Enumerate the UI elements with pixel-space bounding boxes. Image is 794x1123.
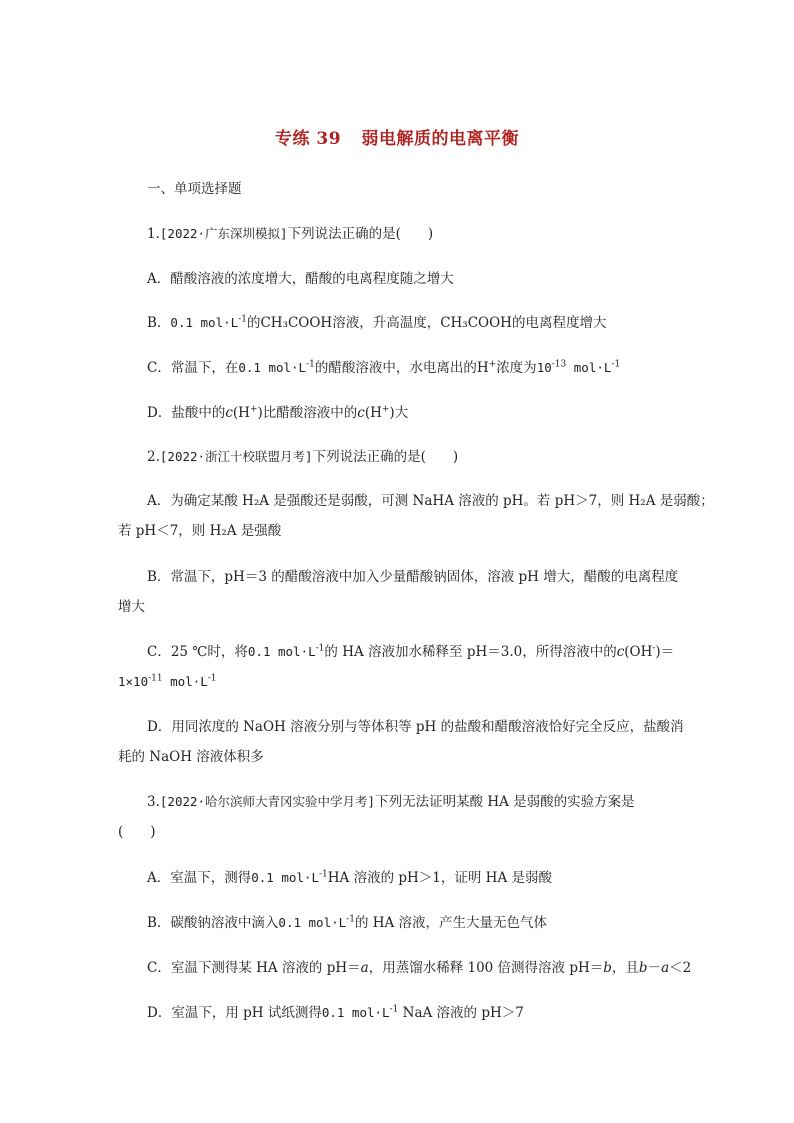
superscript: -1 xyxy=(306,359,315,370)
superscript: + xyxy=(381,404,390,415)
title-number: 39 xyxy=(316,129,342,149)
superscript: -1 xyxy=(238,314,247,325)
text-fragment: B．碳酸钠溶液中滴入 xyxy=(147,915,279,931)
text-fragment: NaA 溶液的 pH＞7 xyxy=(398,1005,524,1021)
q2-option-d-line2: 耗的 NaOH 溶液体积多 xyxy=(118,749,264,765)
text-fragment: A．室温下，测得 xyxy=(147,870,252,886)
superscript: + xyxy=(488,359,497,370)
number: 1×10 xyxy=(118,674,149,689)
text-fragment: 的醋酸溶液中，水电离出的 xyxy=(314,360,477,376)
text-fragment: 的 HA 溶液加水稀释至 pH＝3.0，所得溶液中的 xyxy=(324,644,617,660)
title-prefix: 专练 xyxy=(274,129,310,149)
question-text: 下列无法证明某酸 HA 是弱酸的实验方案是 xyxy=(375,794,635,810)
q3-option-d xyxy=(147,1003,524,1023)
question-text: 下列说法正确的是( ) xyxy=(287,226,434,242)
page-title xyxy=(0,124,794,149)
concentration-unit: 0.1 mol·L xyxy=(251,870,319,885)
variable: a xyxy=(661,960,670,976)
text-fragment: )比醋酸溶液中的 xyxy=(257,405,358,421)
concentration-unit: 0.1 mol·L xyxy=(170,315,239,330)
q2-option-d-line1: D．用同浓度的 NaOH 溶液分别与等体积等 pH 的盐酸和醋酸溶液恰好完全反应，盐酸消 xyxy=(147,719,684,735)
variable: c xyxy=(616,644,625,660)
superscript: -1 xyxy=(346,914,355,925)
superscript: - xyxy=(652,643,656,654)
chemical-formula: H xyxy=(476,360,489,376)
q1-option-c xyxy=(147,358,620,378)
text-fragment: 溶液，升高温度， xyxy=(332,315,441,331)
question-text: 下列说法正确的是( ) xyxy=(312,449,459,465)
chemical-formula: CH₃COOH xyxy=(440,315,512,331)
q3-option-b xyxy=(147,913,547,933)
text-fragment: 的电离程度增大 xyxy=(511,315,607,331)
q2-option-b-line1: B．常温下，pH＝3 的醋酸溶液中加入少量醋酸钠固体，溶液 pH 增大，醋酸的电离程度 xyxy=(147,569,679,585)
question-1-stem xyxy=(147,224,433,244)
q3-option-c xyxy=(147,958,691,978)
text-fragment: 的 HA 溶液，产生大量无色气体 xyxy=(354,915,548,931)
concentration-unit: mol·L xyxy=(162,674,208,689)
superscript: + xyxy=(249,404,258,415)
text-fragment: ，且 xyxy=(611,960,639,976)
text-fragment: 的 xyxy=(246,315,261,331)
superscript: -1 xyxy=(315,643,325,654)
variable: b xyxy=(603,960,612,976)
text-fragment: (H xyxy=(364,405,382,421)
text-fragment: － xyxy=(647,960,662,976)
superscript: -1 xyxy=(207,673,217,684)
section-heading: 一、单项选择题 xyxy=(147,181,242,197)
q2-option-a-line2: 若 pH＜7，则 H₂A 是强酸 xyxy=(118,523,282,539)
question-3-stem-line2: ( ) xyxy=(118,824,156,840)
superscript: -11 xyxy=(148,673,163,684)
title-topic: 弱电解质的电离平衡 xyxy=(361,129,519,149)
concentration-unit: mol·L xyxy=(566,360,612,375)
number: 10 xyxy=(536,360,552,375)
superscript: -1 xyxy=(318,869,328,880)
question-number: 2. xyxy=(147,449,160,465)
concentration-unit: 0.1 mol·L xyxy=(278,915,347,930)
text-fragment: ，用蒸馏水稀释 100 倍测得溶液 pH＝ xyxy=(368,960,604,976)
concentration-unit: 0.1 mol·L xyxy=(247,644,316,659)
q3-option-a xyxy=(147,868,552,888)
q2-option-c-line1 xyxy=(147,642,674,662)
question-source: [2022·哈尔滨师大青冈实验中学月考] xyxy=(159,794,376,809)
q2-option-a-line1: A．为确定某酸 H₂A 是强酸还是弱酸，可测 NaHA 溶液的 pH。若 pH＞7，则 H₂A 是弱酸； xyxy=(147,493,714,509)
text-fragment: HA 溶液的 pH＞1，证明 HA 是弱酸 xyxy=(327,870,552,886)
variable: c xyxy=(225,405,233,421)
text-fragment: ＜2 xyxy=(669,960,692,976)
q2-option-c-line2 xyxy=(118,672,217,692)
text-fragment: D．盐酸中的 xyxy=(147,405,226,421)
text-fragment: (OH xyxy=(624,644,653,660)
superscript: -13 xyxy=(551,359,567,370)
question-source: [2022·广东深圳模拟] xyxy=(159,226,288,241)
variable: b xyxy=(638,960,648,976)
text-fragment: )大 xyxy=(389,405,409,421)
variable: c xyxy=(357,405,365,421)
question-number: 1. xyxy=(147,226,160,242)
question-3-stem xyxy=(147,792,635,812)
text-fragment: (H xyxy=(232,405,250,421)
question-2-stem xyxy=(147,447,458,467)
concentration-unit: 0.1 mol·L xyxy=(238,360,307,375)
q1-option-a: A．醋酸溶液的浓度增大，醋酸的电离程度随之增大 xyxy=(147,271,454,287)
variable: a xyxy=(360,960,369,976)
superscript: -1 xyxy=(389,1004,399,1015)
text-fragment: C．室温下测得某 HA 溶液的 pH＝ xyxy=(147,960,361,976)
option-label: B． xyxy=(147,315,171,331)
text-fragment: C．常温下，在 xyxy=(147,360,239,376)
concentration-unit: 0.1 mol·L xyxy=(321,1005,390,1020)
text-fragment: )＝ xyxy=(655,644,675,660)
text-fragment: 浓度为 xyxy=(496,360,537,376)
q2-option-b-line2: 增大 xyxy=(118,599,145,615)
chemical-formula: CH₃COOH xyxy=(260,315,333,331)
superscript: -1 xyxy=(611,359,621,370)
text-fragment: D．室温下，用 pH 试纸测得 xyxy=(147,1005,322,1021)
text-fragment: C．25 ℃时，将 xyxy=(147,644,248,660)
q1-option-d xyxy=(147,403,408,423)
question-source: [2022·浙江十校联盟月考] xyxy=(159,449,313,464)
q1-option-b xyxy=(147,313,606,333)
question-number: 3. xyxy=(147,794,160,810)
